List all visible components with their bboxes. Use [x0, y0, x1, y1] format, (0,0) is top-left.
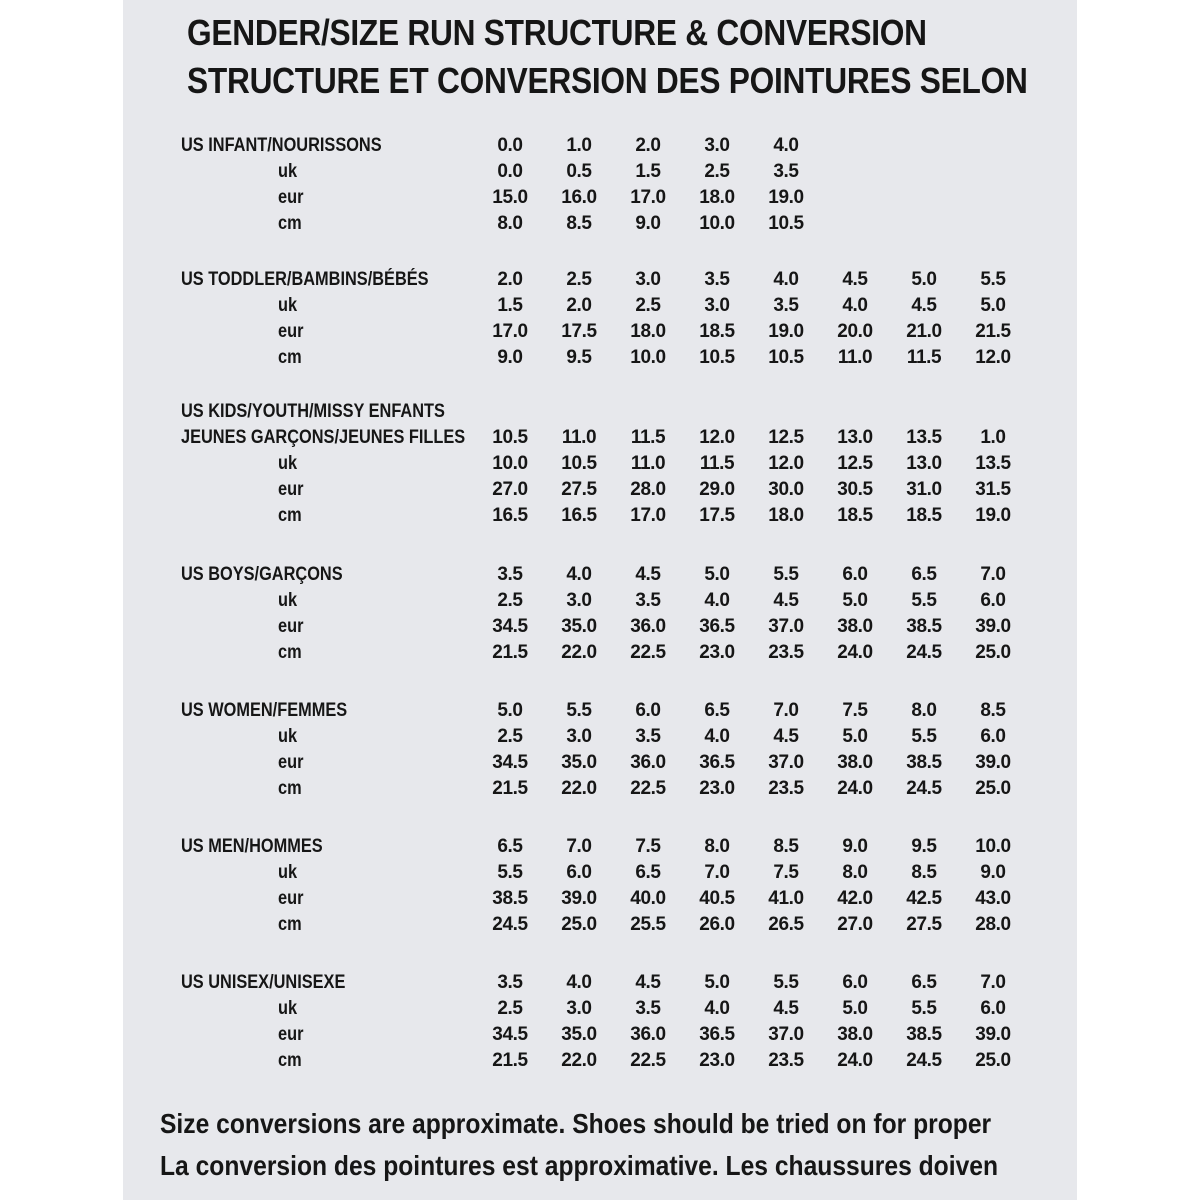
size-value-uk: 12.0: [768, 453, 804, 474]
size-value-uk: 10.0: [492, 453, 528, 474]
size-value-us: 2.5: [566, 269, 592, 290]
size-value-eur: 17.0: [630, 187, 666, 208]
size-value-cm: 10.0: [699, 213, 735, 234]
size-value-cm: 26.0: [699, 914, 735, 935]
size-value-uk: 2.5: [497, 998, 523, 1019]
size-value-us: 6.5: [911, 564, 937, 585]
size-value-cm: 11.5: [906, 347, 942, 368]
size-value-uk: 2.5: [704, 161, 730, 182]
size-value-eur: 42.0: [837, 888, 873, 909]
size-value-uk: 4.5: [773, 726, 799, 747]
size-value-uk: 3.5: [773, 295, 799, 316]
row-label-eur: eur: [278, 1024, 304, 1045]
size-value-cm: 22.5: [630, 642, 666, 663]
size-value-cm: 18.5: [837, 505, 873, 526]
size-value-us: 5.0: [497, 700, 523, 721]
section-label: US BOYS/GARÇONS: [181, 564, 343, 585]
size-value-eur: 39.0: [975, 1024, 1011, 1045]
size-value-cm: 24.0: [837, 642, 873, 663]
size-value-cm: 22.5: [630, 1050, 666, 1071]
size-value-us: 10.0: [975, 836, 1011, 857]
size-value-cm: 24.5: [906, 642, 942, 663]
size-value-eur: 34.5: [492, 616, 528, 637]
size-value-us: 11.0: [561, 427, 597, 448]
size-value-us: 11.5: [630, 427, 666, 448]
row-label-eur: eur: [278, 321, 304, 342]
size-value-us: 7.0: [980, 972, 1006, 993]
size-value-us: 7.0: [980, 564, 1006, 585]
size-value-uk: 4.0: [842, 295, 868, 316]
size-value-eur: 35.0: [561, 1024, 597, 1045]
size-value-eur: 21.0: [906, 321, 942, 342]
size-value-uk: 10.5: [561, 453, 597, 474]
size-value-eur: 34.5: [492, 752, 528, 773]
size-value-uk: 2.0: [566, 295, 592, 316]
size-value-cm: 11.0: [837, 347, 873, 368]
size-value-uk: 4.5: [773, 590, 799, 611]
row-label-cm: cm: [278, 505, 302, 526]
size-value-cm: 24.5: [906, 1050, 942, 1071]
size-value-uk: 0.5: [566, 161, 592, 182]
size-value-uk: 3.5: [773, 161, 799, 182]
size-value-uk: 7.5: [773, 862, 799, 883]
size-value-cm: 26.5: [768, 914, 804, 935]
size-value-cm: 23.5: [768, 778, 804, 799]
size-value-uk: 4.5: [773, 998, 799, 1019]
size-value-eur: 31.5: [975, 479, 1011, 500]
size-value-eur: 39.0: [975, 752, 1011, 773]
size-value-uk: 13.5: [975, 453, 1011, 474]
size-value-eur: 30.0: [768, 479, 804, 500]
row-label-eur: eur: [278, 616, 304, 637]
size-value-cm: 9.0: [635, 213, 661, 234]
size-value-cm: 10.0: [630, 347, 666, 368]
disclaimer-french: La conversion des pointures est approximative. Les chaussures doiven: [160, 1150, 999, 1181]
size-value-us: 5.5: [566, 700, 592, 721]
size-value-cm: 10.5: [768, 347, 804, 368]
row-label-cm: cm: [278, 778, 302, 799]
size-value-cm: 25.0: [975, 642, 1011, 663]
size-value-us: 9.5: [911, 836, 937, 857]
size-value-us: 2.0: [635, 135, 661, 156]
size-value-uk: 6.0: [980, 726, 1006, 747]
size-value-cm: 23.0: [699, 778, 735, 799]
size-value-eur: 42.5: [906, 888, 942, 909]
size-value-us: 3.5: [497, 564, 523, 585]
size-value-uk: 4.0: [704, 590, 730, 611]
size-value-cm: 23.0: [699, 642, 735, 663]
size-value-eur: 19.0: [768, 187, 804, 208]
size-value-eur: 38.5: [906, 616, 942, 637]
size-value-eur: 35.0: [561, 616, 597, 637]
size-value-cm: 21.5: [492, 778, 528, 799]
size-value-us: 12.5: [768, 427, 804, 448]
row-label-uk: uk: [278, 453, 298, 474]
size-value-us: 3.5: [497, 972, 523, 993]
size-value-us: 3.0: [635, 269, 661, 290]
size-value-uk: 2.5: [497, 590, 523, 611]
size-value-uk: 0.0: [497, 161, 523, 182]
size-value-cm: 18.0: [768, 505, 804, 526]
size-value-eur: 15.0: [492, 187, 528, 208]
size-value-uk: 4.0: [704, 726, 730, 747]
size-value-uk: 6.0: [980, 590, 1006, 611]
size-value-eur: 36.0: [630, 1024, 666, 1045]
size-value-cm: 22.5: [630, 778, 666, 799]
size-value-eur: 39.0: [561, 888, 597, 909]
size-value-cm: 23.5: [768, 1050, 804, 1071]
size-value-uk: 3.5: [635, 726, 661, 747]
size-value-eur: 18.0: [699, 187, 735, 208]
row-label-cm: cm: [278, 642, 302, 663]
size-value-uk: 3.5: [635, 590, 661, 611]
size-value-us: 8.5: [773, 836, 799, 857]
size-value-uk: 3.0: [704, 295, 730, 316]
size-value-eur: 29.0: [699, 479, 735, 500]
size-value-uk: 2.5: [635, 295, 661, 316]
size-value-cm: 17.5: [699, 505, 735, 526]
size-value-eur: 36.0: [630, 616, 666, 637]
size-value-cm: 9.5: [566, 347, 592, 368]
size-value-eur: 27.5: [561, 479, 597, 500]
size-value-cm: 24.0: [837, 1050, 873, 1071]
size-value-eur: 36.0: [630, 752, 666, 773]
size-value-eur: 17.5: [561, 321, 597, 342]
row-label-cm: cm: [278, 914, 302, 935]
size-value-us: 6.0: [842, 564, 868, 585]
size-value-cm: 18.5: [906, 505, 942, 526]
row-label-uk: uk: [278, 295, 298, 316]
size-value-cm: 22.0: [561, 642, 597, 663]
size-value-us: 6.5: [497, 836, 523, 857]
size-value-eur: 37.0: [768, 616, 804, 637]
size-value-cm: 16.5: [492, 505, 528, 526]
size-value-cm: 17.0: [630, 505, 666, 526]
size-value-cm: 24.0: [837, 778, 873, 799]
size-value-uk: 3.0: [566, 726, 592, 747]
section-label: US UNISEX/UNISEXE: [181, 972, 346, 993]
size-value-uk: 8.0: [842, 862, 868, 883]
size-value-us: 5.5: [980, 269, 1006, 290]
row-label-cm: cm: [278, 213, 302, 234]
section-label: US KIDS/YOUTH/MISSY ENFANTS: [181, 401, 445, 422]
row-label-eur: eur: [278, 187, 304, 208]
size-value-eur: 21.5: [975, 321, 1011, 342]
size-value-eur: 16.0: [561, 187, 597, 208]
size-value-us: 13.5: [906, 427, 942, 448]
size-value-uk: 13.0: [906, 453, 942, 474]
size-value-eur: 28.0: [630, 479, 666, 500]
size-value-cm: 24.5: [906, 778, 942, 799]
size-value-uk: 6.0: [566, 862, 592, 883]
size-value-us: 12.0: [699, 427, 735, 448]
page-title: GENDER/SIZE RUN STRUCTURE & CONVERSION: [187, 12, 927, 53]
size-value-us: 4.5: [842, 269, 868, 290]
size-value-us: 5.0: [704, 564, 730, 585]
size-value-uk: 5.5: [911, 590, 937, 611]
size-value-uk: 11.5: [699, 453, 735, 474]
size-value-uk: 6.0: [980, 998, 1006, 1019]
size-value-us: 4.0: [773, 135, 799, 156]
size-value-us: 7.0: [773, 700, 799, 721]
size-value-us: 4.5: [635, 972, 661, 993]
size-value-eur: 41.0: [768, 888, 804, 909]
size-value-eur: 38.0: [837, 1024, 873, 1045]
section-label: US TODDLER/BAMBINS/BÉBÉS: [181, 269, 429, 290]
size-value-eur: 40.5: [699, 888, 735, 909]
size-value-us: 6.0: [842, 972, 868, 993]
size-value-eur: 36.5: [699, 1024, 735, 1045]
section-label-line2: JEUNES GARÇONS/JEUNES FILLES: [181, 427, 466, 448]
size-value-cm: 8.0: [497, 213, 523, 234]
size-value-eur: 18.0: [630, 321, 666, 342]
size-value-eur: 34.5: [492, 1024, 528, 1045]
size-value-cm: 25.0: [975, 778, 1011, 799]
row-label-uk: uk: [278, 161, 298, 182]
size-value-uk: 5.0: [842, 998, 868, 1019]
size-value-cm: 10.5: [768, 213, 804, 234]
size-value-uk: 3.0: [566, 998, 592, 1019]
size-value-uk: 7.0: [704, 862, 730, 883]
size-value-eur: 40.0: [630, 888, 666, 909]
size-value-uk: 5.5: [497, 862, 523, 883]
size-value-eur: 37.0: [768, 1024, 804, 1045]
size-value-us: 6.0: [635, 700, 661, 721]
size-value-uk: 3.5: [635, 998, 661, 1019]
size-value-us: 4.0: [773, 269, 799, 290]
size-value-eur: 19.0: [768, 321, 804, 342]
size-value-us: 8.0: [704, 836, 730, 857]
size-value-cm: 24.5: [492, 914, 528, 935]
size-value-eur: 37.0: [768, 752, 804, 773]
size-value-uk: 12.5: [837, 453, 873, 474]
size-value-us: 2.0: [497, 269, 523, 290]
row-label-uk: uk: [278, 590, 298, 611]
size-value-uk: 1.5: [497, 295, 523, 316]
size-value-uk: 8.5: [911, 862, 937, 883]
section-label: US MEN/HOMMES: [181, 836, 323, 857]
size-value-us: 4.0: [566, 972, 592, 993]
page-title-french: STRUCTURE ET CONVERSION DES POINTURES SELON: [187, 60, 1028, 101]
size-value-cm: 25.5: [630, 914, 666, 935]
size-value-us: 5.0: [911, 269, 937, 290]
size-value-cm: 9.0: [497, 347, 523, 368]
section-label: US WOMEN/FEMMES: [181, 700, 348, 721]
size-value-eur: 35.0: [561, 752, 597, 773]
size-value-us: 9.0: [842, 836, 868, 857]
size-value-cm: 21.5: [492, 1050, 528, 1071]
size-value-us: 13.0: [837, 427, 873, 448]
size-value-cm: 22.0: [561, 1050, 597, 1071]
size-value-us: 1.0: [980, 427, 1006, 448]
size-value-uk: 5.0: [842, 726, 868, 747]
size-value-uk: 9.0: [980, 862, 1006, 883]
size-value-uk: 5.5: [911, 998, 937, 1019]
size-value-us: 6.5: [704, 700, 730, 721]
size-value-us: 3.0: [704, 135, 730, 156]
size-value-cm: 10.5: [699, 347, 735, 368]
size-value-eur: 36.5: [699, 616, 735, 637]
size-value-cm: 8.5: [566, 213, 592, 234]
size-value-eur: 38.5: [906, 1024, 942, 1045]
size-value-cm: 12.0: [975, 347, 1011, 368]
size-value-us: 4.0: [566, 564, 592, 585]
size-value-eur: 38.0: [837, 616, 873, 637]
size-value-uk: 4.0: [704, 998, 730, 1019]
size-value-cm: 22.0: [561, 778, 597, 799]
size-value-us: 8.0: [911, 700, 937, 721]
row-label-eur: eur: [278, 888, 304, 909]
size-value-us: 5.0: [704, 972, 730, 993]
size-value-eur: 18.5: [699, 321, 735, 342]
size-value-uk: 5.5: [911, 726, 937, 747]
size-value-cm: 19.0: [975, 505, 1011, 526]
section-label: US INFANT/NOURISSONS: [181, 135, 382, 156]
row-label-eur: eur: [278, 752, 304, 773]
size-value-us: 6.5: [911, 972, 937, 993]
size-value-uk: 5.0: [980, 295, 1006, 316]
size-value-eur: 39.0: [975, 616, 1011, 637]
size-value-eur: 36.5: [699, 752, 735, 773]
size-value-cm: 27.0: [837, 914, 873, 935]
size-value-us: 4.5: [635, 564, 661, 585]
size-value-cm: 23.5: [768, 642, 804, 663]
row-label-eur: eur: [278, 479, 304, 500]
size-value-us: 7.5: [635, 836, 661, 857]
size-value-us: 7.0: [566, 836, 592, 857]
size-value-cm: 25.0: [975, 1050, 1011, 1071]
size-value-uk: 11.0: [630, 453, 666, 474]
row-label-uk: uk: [278, 862, 298, 883]
size-value-cm: 27.5: [906, 914, 942, 935]
size-chart-document: [123, 0, 1077, 1200]
size-value-eur: 38.5: [906, 752, 942, 773]
size-value-eur: 20.0: [837, 321, 873, 342]
size-value-eur: 17.0: [492, 321, 528, 342]
size-value-us: 5.5: [773, 564, 799, 585]
size-value-eur: 38.0: [837, 752, 873, 773]
size-value-uk: 1.5: [635, 161, 661, 182]
size-value-cm: 16.5: [561, 505, 597, 526]
size-value-eur: 27.0: [492, 479, 528, 500]
size-value-cm: 25.0: [561, 914, 597, 935]
size-value-eur: 43.0: [975, 888, 1011, 909]
size-value-uk: 4.5: [911, 295, 937, 316]
size-value-us: 5.5: [773, 972, 799, 993]
disclaimer-english: Size conversions are approximate. Shoes should be tried on for proper: [160, 1108, 992, 1139]
size-value-cm: 23.0: [699, 1050, 735, 1071]
size-value-us: 7.5: [842, 700, 868, 721]
size-value-eur: 31.0: [906, 479, 942, 500]
row-label-cm: cm: [278, 1050, 302, 1071]
size-value-us: 3.5: [704, 269, 730, 290]
size-value-eur: 30.5: [837, 479, 873, 500]
size-value-uk: 6.5: [635, 862, 661, 883]
size-value-cm: 28.0: [975, 914, 1011, 935]
size-value-us: 1.0: [566, 135, 592, 156]
row-label-uk: uk: [278, 998, 298, 1019]
size-value-us: 10.5: [492, 427, 528, 448]
size-value-eur: 38.5: [492, 888, 528, 909]
size-value-us: 8.5: [980, 700, 1006, 721]
size-value-uk: 2.5: [497, 726, 523, 747]
row-label-cm: cm: [278, 347, 302, 368]
size-value-cm: 21.5: [492, 642, 528, 663]
row-label-uk: uk: [278, 726, 298, 747]
size-value-uk: 5.0: [842, 590, 868, 611]
size-value-uk: 3.0: [566, 590, 592, 611]
size-value-us: 0.0: [497, 135, 523, 156]
